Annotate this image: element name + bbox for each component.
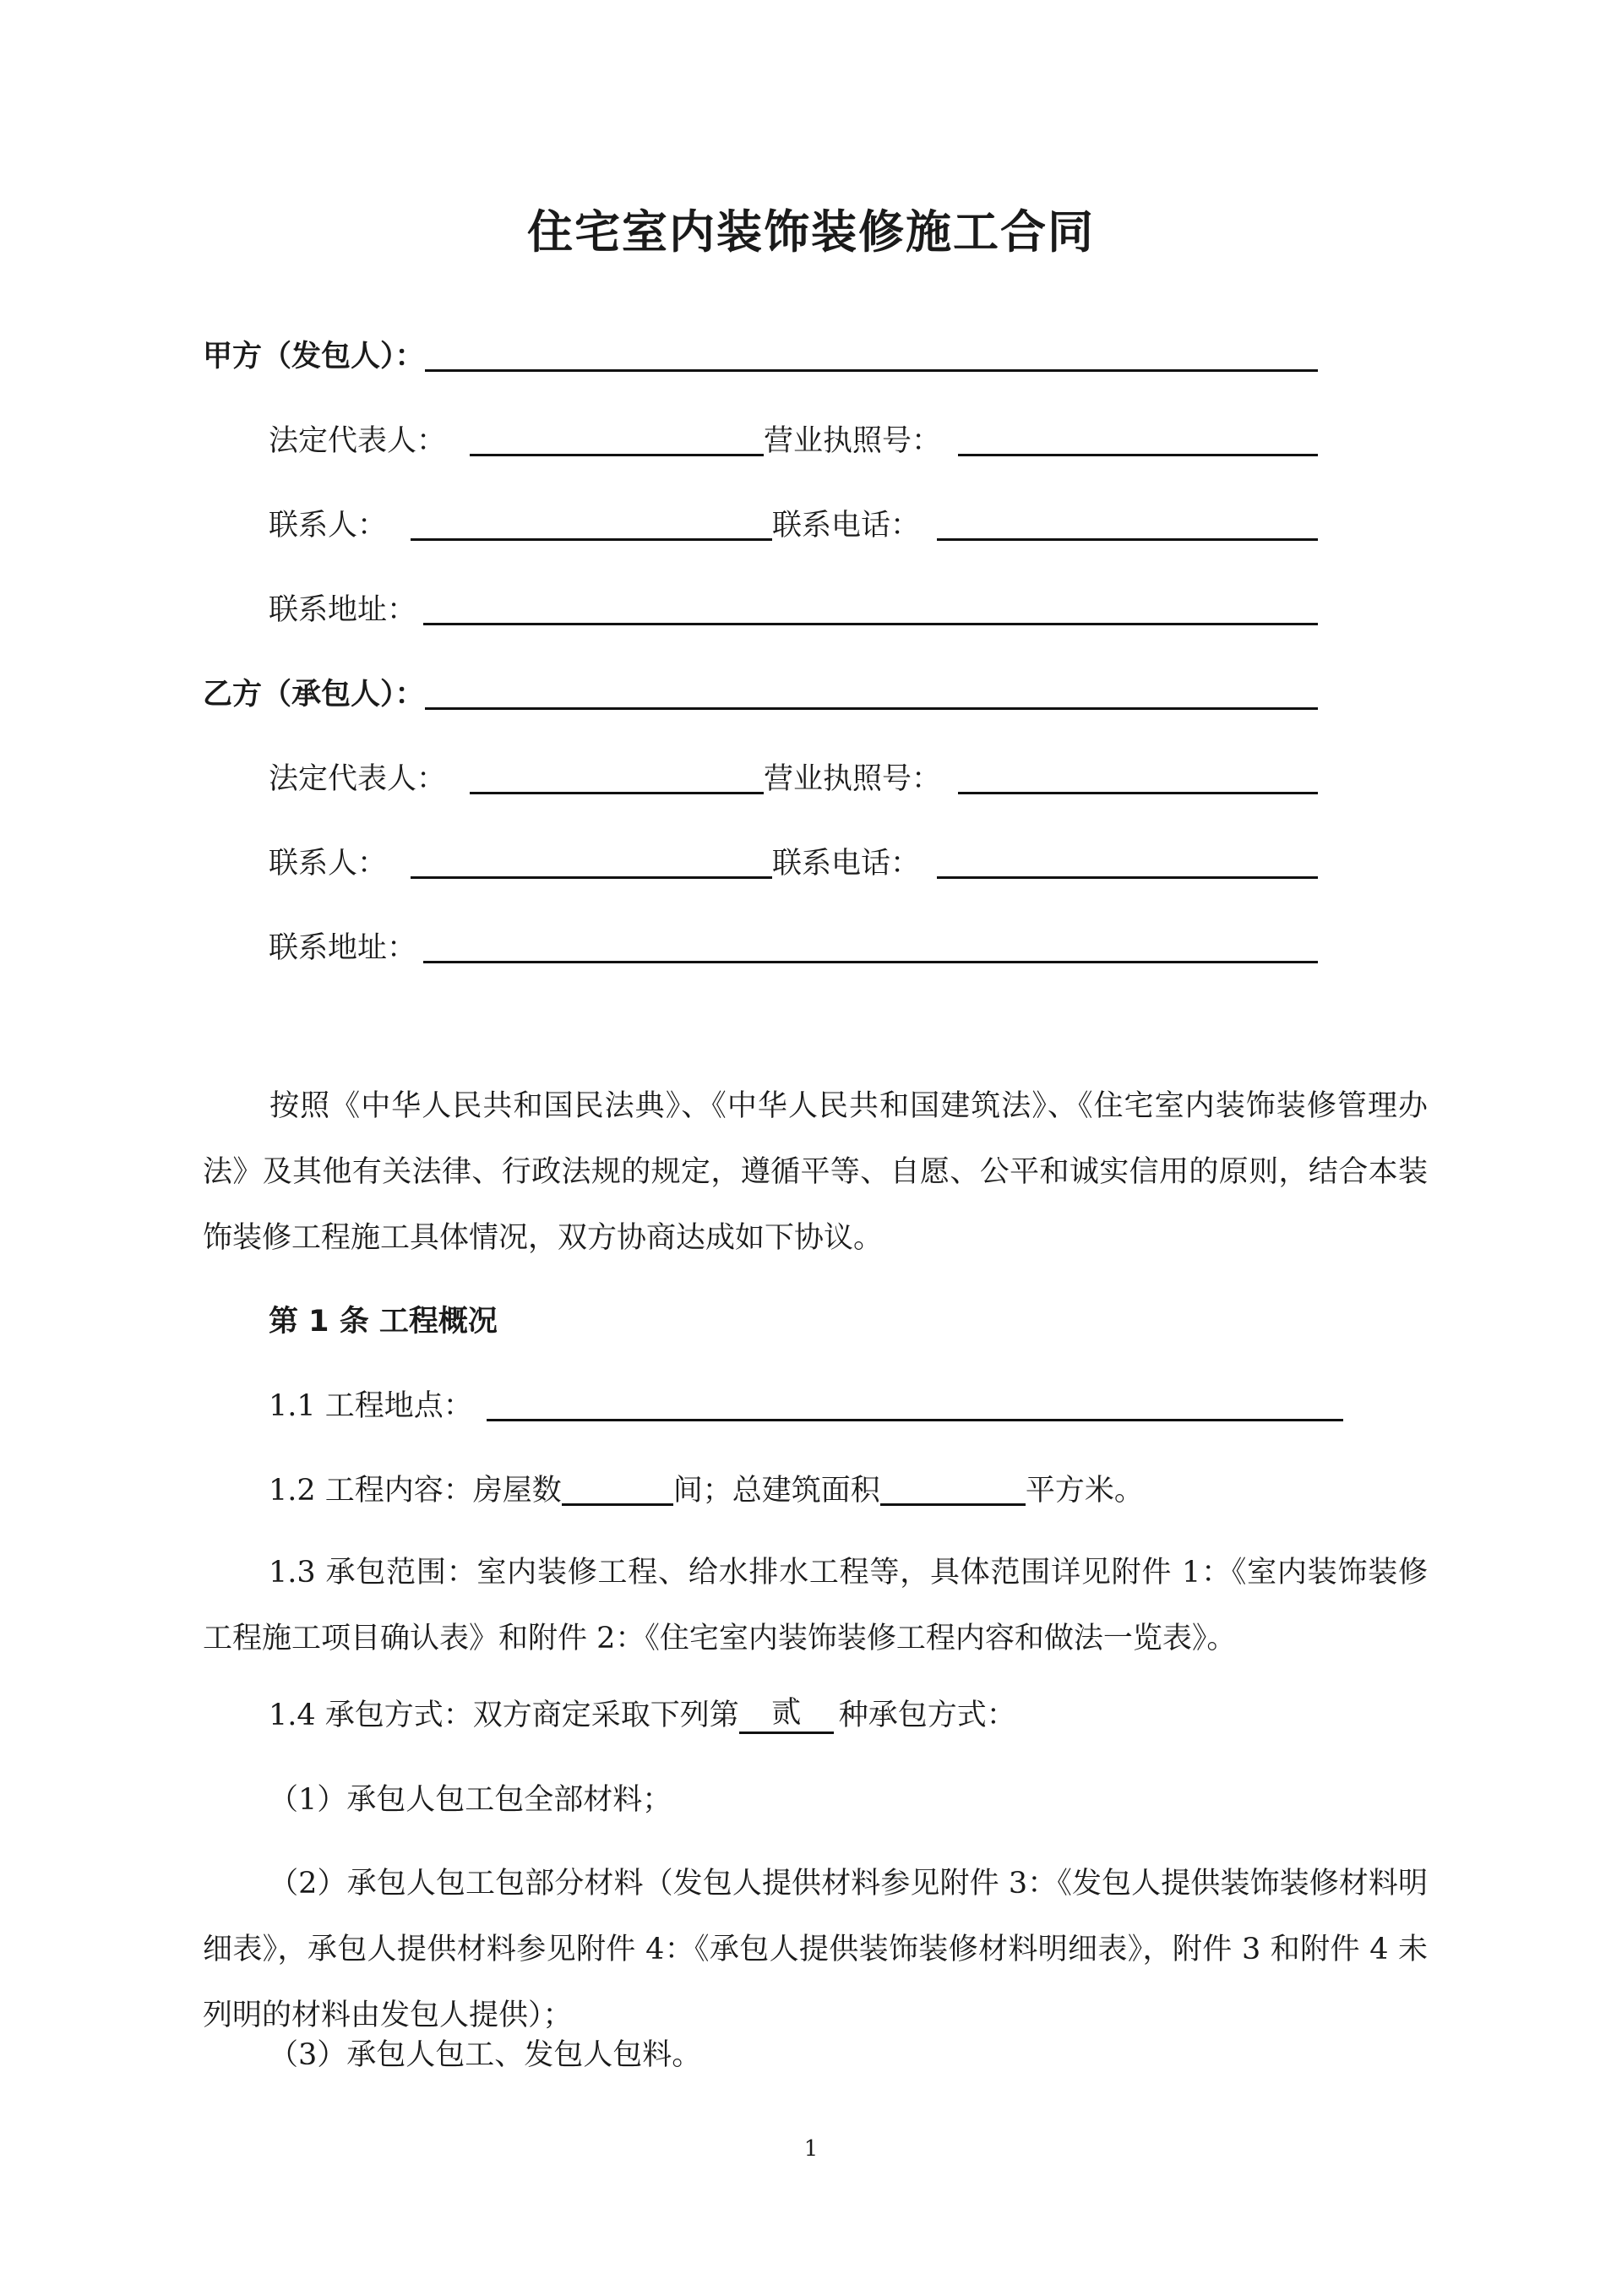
item-1-1-row (269, 1377, 1343, 1425)
document-title: 住宅室内装饰装修施工合同 (527, 205, 1095, 259)
party-b-name-field[interactable] (425, 674, 1318, 710)
party-a-phone-field[interactable] (937, 504, 1318, 541)
option-2-text: （2）承包人包工包部分材料（发包人提供材料参见附件 3：《发包人提供装饰装修材料明细表》，承包人提供材料参见附件 4：《承包人提供装饰装修材料明细表》，附件 3 和附件 4 未列明的材料由发包人提供）； (203, 1867, 1428, 2032)
party-b-label: 乙方（承包人）： (203, 678, 425, 712)
party-a-row (203, 328, 1318, 375)
party-a-address-label: 联系地址： (269, 593, 417, 627)
item-1-3-paragraph (203, 1540, 1428, 1672)
item-1-4-tail: 种承包方式： (838, 1699, 1016, 1732)
party-b-legal-rep-field[interactable] (470, 758, 764, 794)
item-1-3-text: 1.3 承包范围：室内装修工程、给水排水工程等，具体范围详见附件 1：《室内装饰装修工程施工项目确认表》和附件 2：《住宅室内装饰装修工程内容和做法一览表》。 (203, 1556, 1428, 1655)
room-count-field[interactable] (562, 1470, 673, 1506)
party-a-license-label: 营业执照号： (764, 424, 942, 458)
party-a-contact-field[interactable] (411, 504, 772, 541)
party-b-phone-label: 联系电话： (772, 847, 921, 881)
item-1-4-label: 1.4 承包方式：双方商定采取下列第 (269, 1699, 739, 1732)
option-1-text: （1）承包人包工包全部材料； (269, 1783, 672, 1817)
option-1-row (269, 1771, 672, 1819)
project-location-field[interactable] (487, 1385, 1343, 1421)
option-2-paragraph (203, 1851, 1428, 2048)
floor-area-field[interactable] (880, 1470, 1026, 1506)
party-a-contact-label: 联系人： (269, 509, 388, 543)
party-a-legal-rep-label: 法定代表人： (269, 424, 447, 458)
party-b-contact-field[interactable] (411, 843, 772, 879)
preamble-paragraph (203, 1073, 1428, 1271)
item-1-1-label: 1.1 工程地点： (269, 1389, 473, 1423)
page-number: 1 (803, 2136, 819, 2162)
party-a-address-row (269, 581, 1318, 629)
party-b-address-field[interactable] (423, 927, 1318, 963)
option-3-text: （3）承包人包工、发包人包料。 (269, 2038, 702, 2072)
party-a-license-field[interactable] (958, 420, 1318, 456)
item-1-2-row (269, 1462, 1144, 1509)
item-1-2-unit: 平方米。 (1025, 1474, 1144, 1508)
party-b-address-label: 联系地址： (269, 931, 417, 965)
party-b-row (203, 666, 1318, 713)
party-a-legal-rep-field[interactable] (470, 420, 764, 456)
party-b-phone-field[interactable] (937, 843, 1318, 879)
contract-mode-value[interactable]: 贰 (739, 1694, 834, 1734)
party-b-legal-rep-label: 法定代表人： (269, 762, 447, 796)
party-a-rep-row (269, 412, 1318, 460)
party-b-license-label: 营业执照号： (764, 762, 942, 796)
party-a-contact-row (269, 497, 1318, 544)
preamble-text: 按照《中华人民共和国民法典》、《中华人民共和国建筑法》、《住宅室内装饰装修管理办法》及其他有关法律、行政法规的规定，遵循平等、自愿、公平和诚实信用的原则，结合本装饰装修工程施工具体情况，双方协商达成如下协议。 (203, 1089, 1428, 1255)
item-1-2-label: 1.2 工程内容：房屋数 (269, 1474, 562, 1508)
party-b-address-row (269, 919, 1318, 967)
item-1-4-row (269, 1687, 1016, 1734)
party-a-phone-label: 联系电话： (772, 509, 921, 543)
party-a-name-field[interactable] (425, 335, 1318, 372)
party-a-label: 甲方（发包人）： (203, 340, 425, 374)
option-3-row (269, 2026, 701, 2074)
party-a-address-field[interactable] (423, 589, 1318, 625)
party-b-license-field[interactable] (958, 758, 1318, 794)
item-1-2-mid: 间；总建筑面积 (672, 1474, 880, 1508)
party-b-contact-row (269, 835, 1318, 882)
article-1-heading: 第 1 条 工程概况 (269, 1305, 498, 1339)
article-1-heading-row (269, 1293, 498, 1340)
party-b-contact-label: 联系人： (269, 847, 388, 881)
party-b-rep-row (269, 750, 1318, 798)
